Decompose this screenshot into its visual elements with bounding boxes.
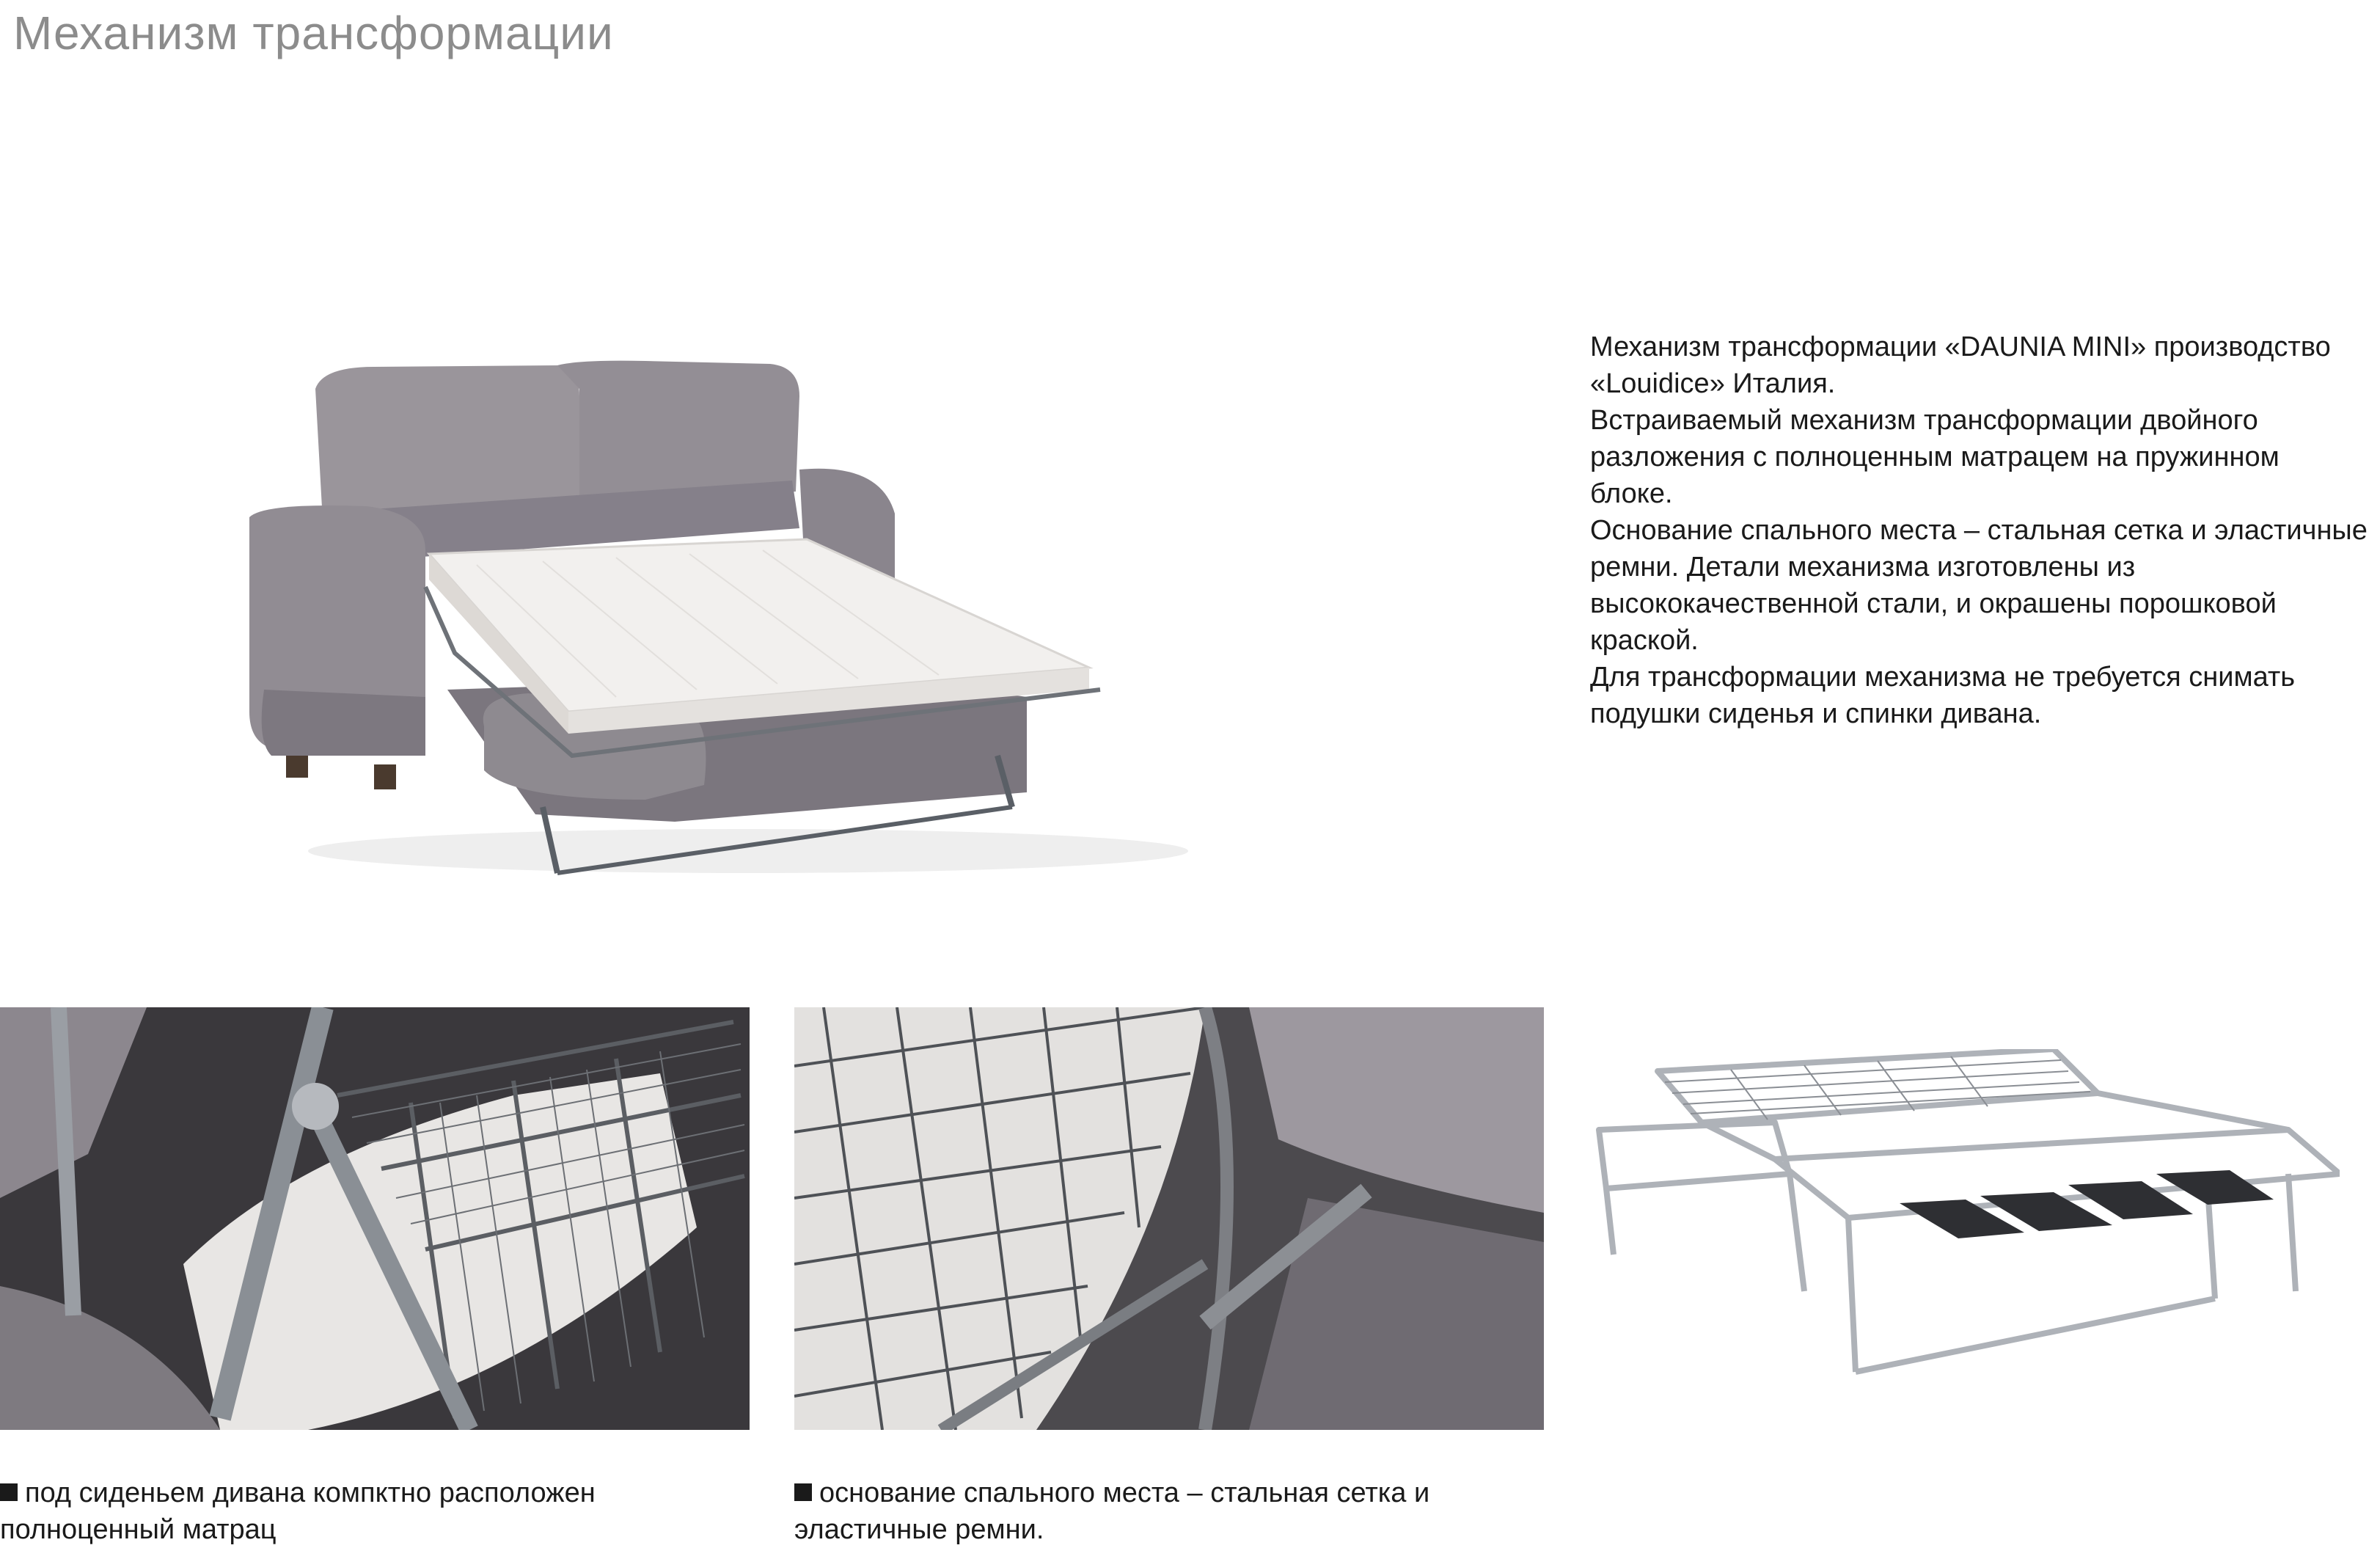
detail-photo-folded-mattress (0, 1007, 750, 1430)
caption-folded-mattress (0, 1475, 741, 1548)
bullet-square-icon (0, 1483, 18, 1501)
bullet-square-icon (794, 1483, 812, 1501)
description-paragraph: Для трансформации механизма не требуется снимать подушки сиденья и спинки дивана. (1590, 662, 2296, 729)
mechanism-frame-image (1584, 1049, 2340, 1394)
description-paragraph: Механизм трансформации «DAUNIA MINI» производство «Louidice» Италия. (1590, 332, 2331, 399)
detail-photo-steel-mesh (794, 1007, 1544, 1430)
description-paragraph: Основание спального места – стальная сетка и эластичные ремни. Детали механизма изготовлены из высококачественной стали, и окрашены порошковой краской. (1590, 515, 2368, 656)
page-title: Механизм трансформации (13, 7, 614, 59)
caption-text: основание спального места – стальная сетка и эластичные ремни. (794, 1478, 1430, 1545)
mechanism-description (1590, 329, 2368, 732)
sofa-bed-image (235, 345, 1247, 902)
description-paragraph: Встраиваемый механизм трансформации двойного разложения с полноценным матрацем на пружинном блоке. (1590, 405, 2280, 509)
caption-steel-mesh (794, 1475, 1535, 1548)
caption-text: под сиденьем дивана компктно расположен полноценный матрац (0, 1478, 596, 1545)
